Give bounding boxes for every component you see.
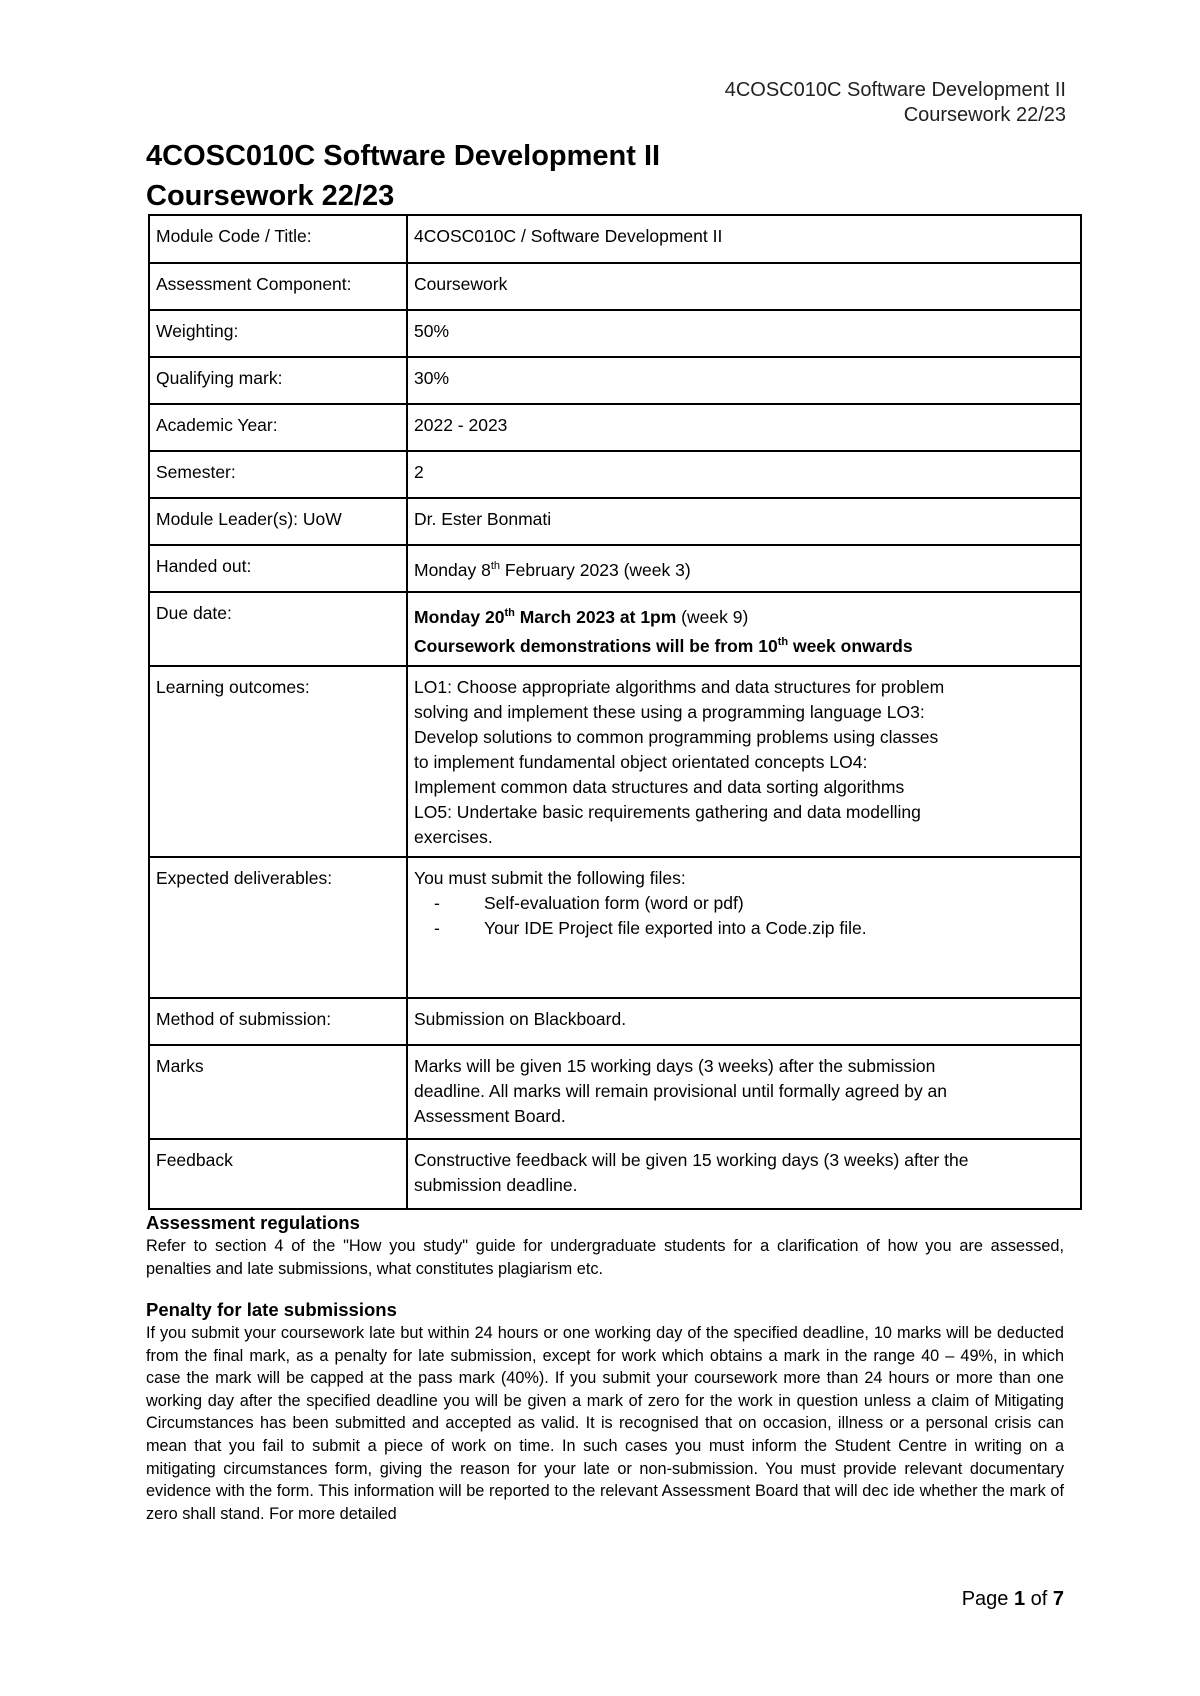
learning-outcome-line: Implement common data structures and data sorting algorithms	[414, 776, 905, 797]
document-title-line-2: Coursework 22/23	[146, 180, 395, 212]
deliverables-value	[407, 857, 1081, 998]
demonstrations-post: week onwards	[788, 635, 913, 656]
marks-value	[407, 1045, 1081, 1139]
regulations-heading: Assessment regulations	[146, 1212, 360, 1233]
demonstrations-note	[414, 636, 913, 656]
marks-label: Marks	[149, 1045, 407, 1139]
table-row-assessment	[149, 263, 1081, 310]
page-word: Page	[961, 1588, 1014, 1610]
handed-out-rest: February 2023 (week 3)	[500, 559, 691, 580]
due-date-day: Monday 20	[414, 606, 505, 627]
assessment-label: Assessment Component:	[149, 263, 407, 310]
due-date-label: Due date:	[149, 592, 407, 666]
table-row-deliverables	[149, 857, 1081, 998]
table-row-due-date	[149, 592, 1081, 666]
table-row-feedback	[149, 1139, 1081, 1209]
demonstrations-ordinal: th	[777, 635, 789, 648]
learning-outcome-line: LO5: Undertake basic requirements gathering and data modelling	[414, 801, 921, 822]
learning-outcome-line: LO1: Choose appropriate algorithms and data structures for problem	[414, 676, 945, 697]
table-row-handed-out	[149, 545, 1081, 592]
penalty-heading: Penalty for late submissions	[146, 1299, 397, 1320]
table-row-academic-year	[149, 404, 1081, 451]
running-header	[725, 78, 1066, 128]
handed-out-day: Monday 8	[414, 559, 491, 580]
qualifying-label: Qualifying mark:	[149, 357, 407, 404]
table-row-learning-outcomes	[149, 666, 1081, 857]
document-title-line-1: 4COSC010C Software Development II	[146, 140, 661, 172]
current-page: 1	[1013, 1588, 1026, 1610]
table-row-weighting	[149, 310, 1081, 357]
deliverable-text: Your IDE Project file exported into a Code.zip file.	[484, 917, 867, 938]
handed-out-label: Handed out:	[149, 545, 407, 592]
dash-bullet: -	[434, 917, 440, 938]
leader-value: Dr. Ester Bonmati	[407, 498, 1081, 545]
due-date-rest: March 2023 at 1pm	[514, 606, 677, 627]
regulations-section	[146, 1211, 1064, 1280]
list-item	[434, 916, 1074, 941]
deliverables-intro: You must submit the following files:	[414, 867, 686, 888]
method-label: Method of submission:	[149, 998, 407, 1045]
table-row-module-code	[149, 215, 1081, 263]
table-row-leader	[149, 498, 1081, 545]
of-word: of	[1025, 1588, 1053, 1610]
academic-year-label: Academic Year:	[149, 404, 407, 451]
table-row-method	[149, 998, 1081, 1045]
leader-label: Module Leader(s): UoW	[149, 498, 407, 545]
handed-out-ordinal: th	[490, 560, 501, 572]
handed-out-value	[407, 545, 1081, 592]
table-row-semester	[149, 451, 1081, 498]
dash-bullet: -	[434, 892, 440, 913]
qualifying-value: 30%	[407, 357, 1081, 404]
learning-outcome-line: Develop solutions to common programming problems using classes	[414, 726, 939, 747]
due-date-value	[407, 592, 1081, 666]
document-title	[146, 136, 660, 216]
learning-outcomes-value	[407, 666, 1081, 857]
semester-value: 2	[407, 451, 1081, 498]
penalty-section	[146, 1298, 1064, 1525]
penalty-text: If you submit your coursework late but within 24 hours or one working day of the specified deadline, 10 marks will be deducted from the final mark, as a penalty for late submission, except for work which obtains a mark in the range 40 – 49%, in which case the mark will be capped at the pass mark (40%). If you submit your coursework more than 24 hours or more than one working day after the specified deadline you will be given a mark of zero for the work in question unless a claim of Mitigating Circumstances has been submitted and accepted as valid. It is recognised that on occasion, illness or a personal crisis can mean that you fail to submit a piece of work on time. In such cases you must inform the Student Centre in writing on a mitigating circumstances form, giving the reason for your late or non-submission. You must provide relevant documentary evidence with the form. This information will be reported to the relevant Assessment Board that will dec ide whether the mark of zero shall stand. For more detailed	[146, 1324, 1064, 1523]
running-header-line-1: 4COSC010C Software Development II	[724, 79, 1066, 101]
feedback-line: submission deadline.	[414, 1174, 578, 1195]
due-date-main	[414, 607, 676, 627]
due-date-week: (week 9)	[676, 606, 749, 627]
academic-year-value: 2022 - 2023	[407, 404, 1081, 451]
semester-label: Semester:	[149, 451, 407, 498]
weighting-label: Weighting:	[149, 310, 407, 357]
learning-outcome-line: solving and implement these using a programming language LO3:	[414, 701, 925, 722]
marks-line: Assessment Board.	[414, 1105, 566, 1126]
module-code-value: 4COSC010C / Software Development II	[407, 215, 1081, 263]
deliverable-text: Self-evaluation form (word or pdf)	[484, 892, 744, 913]
method-value: Submission on Blackboard.	[407, 998, 1081, 1045]
deliverables-label: Expected deliverables:	[149, 857, 407, 998]
feedback-line: Constructive feedback will be given 15 working days (3 weeks) after the	[414, 1149, 969, 1170]
feedback-value	[407, 1139, 1081, 1209]
learning-outcome-line: to implement fundamental object orientated concepts LO4:	[414, 751, 868, 772]
page-number	[962, 1586, 1064, 1612]
marks-line: deadline. All marks will remain provisional until formally agreed by an	[414, 1080, 948, 1101]
module-info-table	[148, 214, 1082, 1210]
table-row-qualifying	[149, 357, 1081, 404]
assessment-value: Coursework	[407, 263, 1081, 310]
running-header-line-2: Coursework 22/23	[903, 104, 1066, 126]
marks-line: Marks will be given 15 working days (3 weeks) after the submission	[414, 1055, 936, 1076]
learning-outcomes-label: Learning outcomes:	[149, 666, 407, 857]
total-pages: 7	[1052, 1588, 1064, 1610]
feedback-label: Feedback	[149, 1139, 407, 1209]
due-date-ordinal: th	[504, 607, 515, 619]
demonstrations-pre: Coursework demonstrations will be from 10	[414, 635, 778, 656]
table-row-marks	[149, 1045, 1081, 1139]
learning-outcome-line: exercises.	[414, 826, 493, 847]
list-item	[434, 891, 1074, 916]
module-code-label: Module Code / Title:	[149, 215, 407, 263]
weighting-value: 50%	[407, 310, 1081, 357]
regulations-text: Refer to section 4 of the "How you study" guide for undergraduate students for a clarification of how you are assessed, penalties and late submissions, what constitutes plagiarism etc.	[146, 1237, 1064, 1278]
deliverables-list	[414, 891, 1074, 941]
